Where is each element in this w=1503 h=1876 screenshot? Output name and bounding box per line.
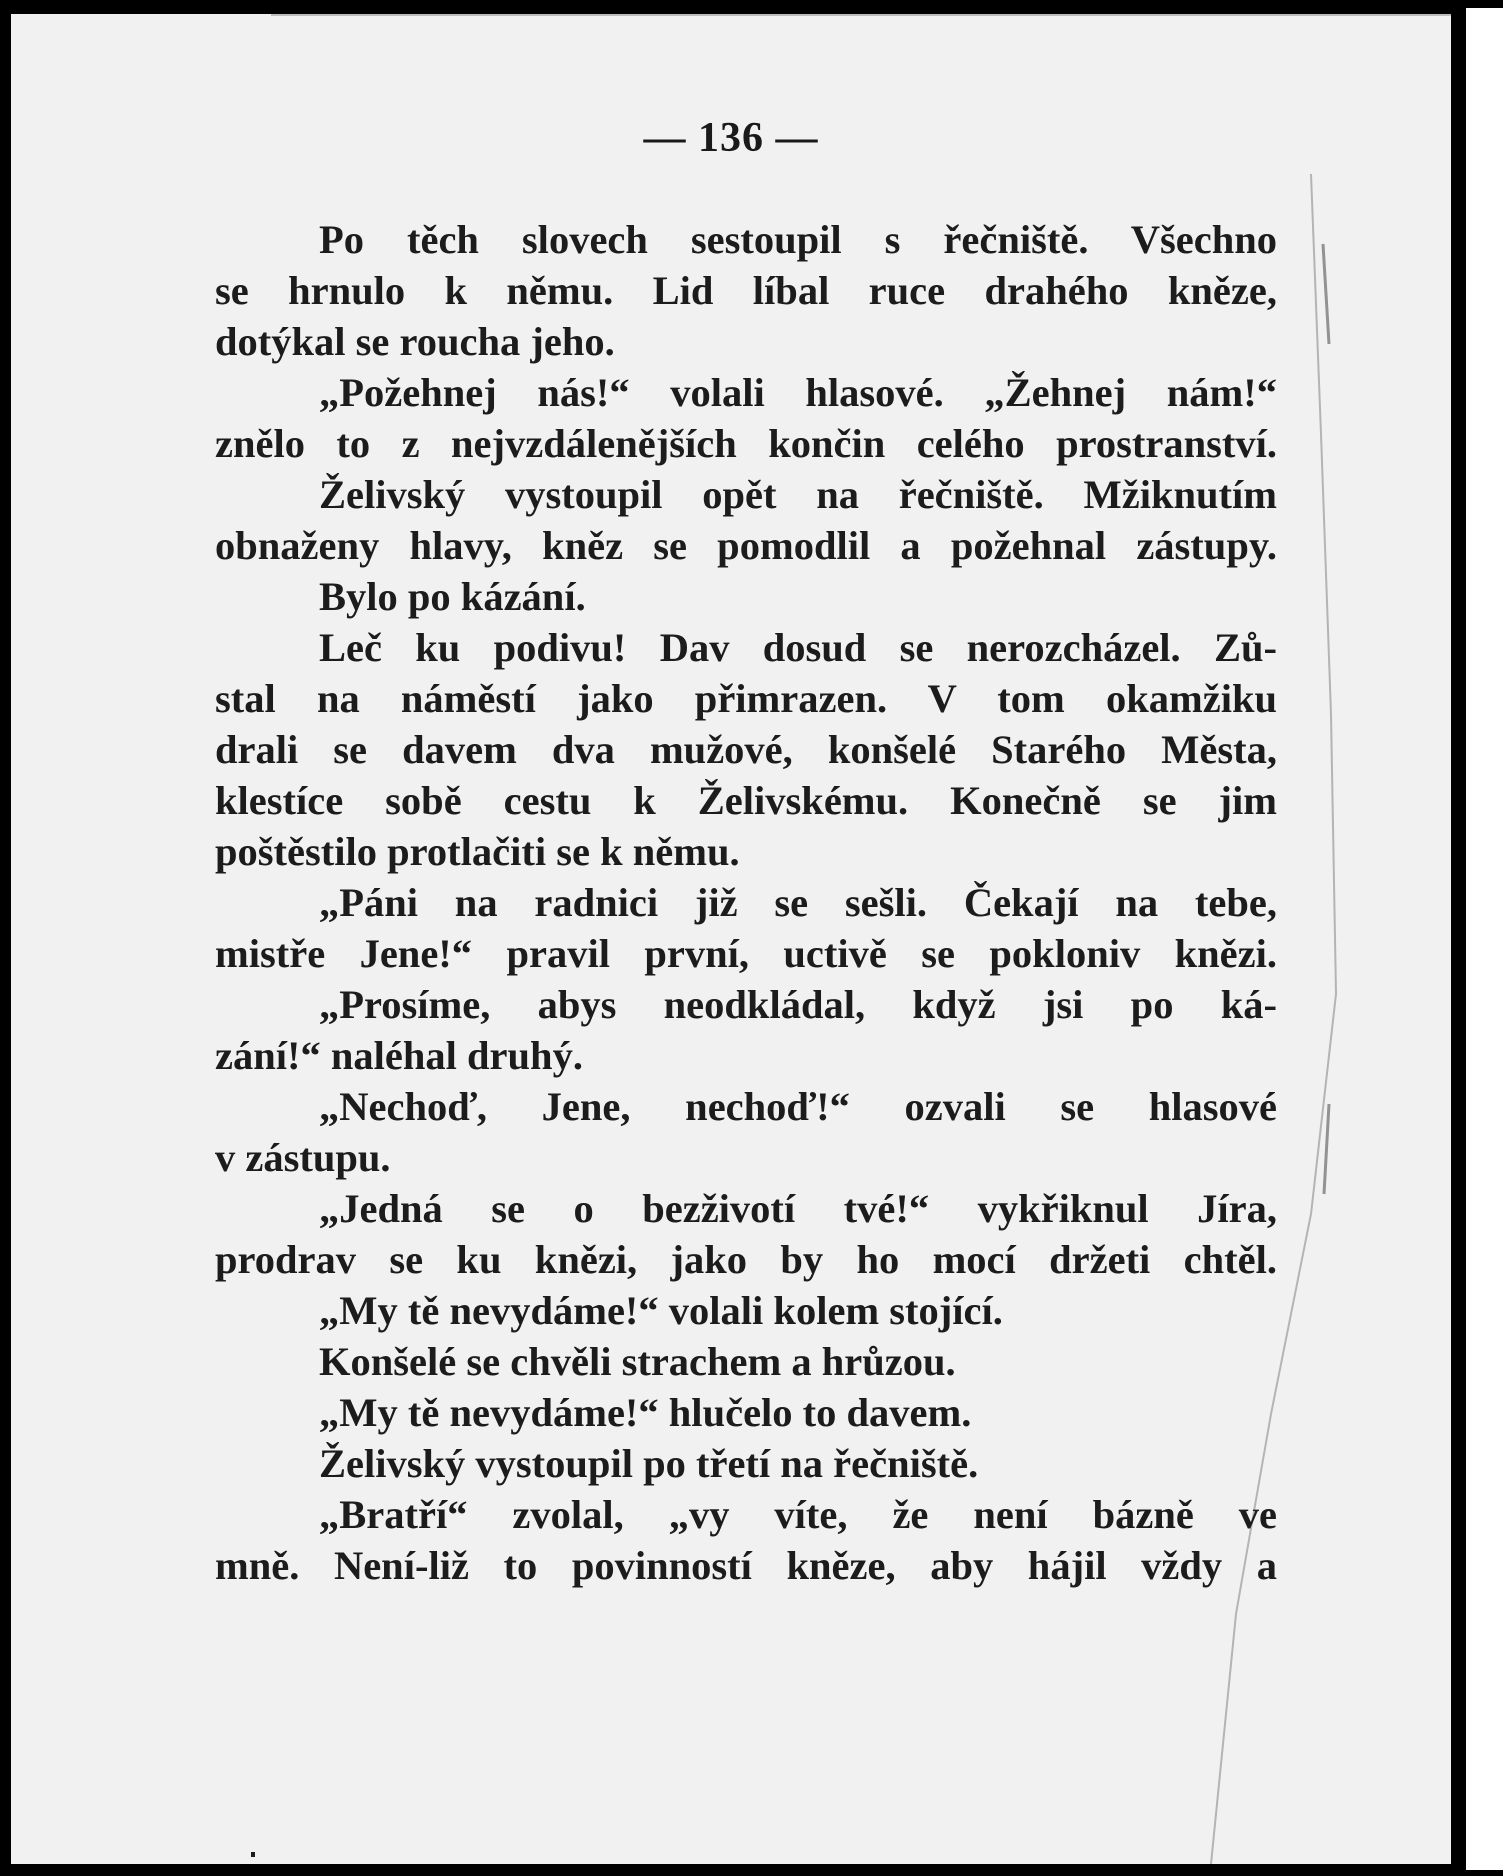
text-line: „Prosíme, abys neodkládal, když jsi po ká- (319, 982, 1277, 1027)
text-line: znělo to z nejvzdálenějších končin celého prostranství. (215, 421, 1277, 466)
text-line: Leč ku podivu! Dav dosud se nerozcházel. Zů- (319, 625, 1277, 670)
text-line: Po těch slovech sestoupil s řečniště. Všechno (319, 217, 1277, 262)
text-line: klestíce sobě cestu k Želivskému. Konečně se jim (215, 778, 1277, 823)
body-text (215, 214, 1277, 1591)
print-speck (251, 1852, 255, 1857)
text-line: „Páni na radnici již se sešli. Čekají na tebe, (319, 880, 1277, 925)
paper-sheet (11, 14, 1451, 1864)
text-line: „My tě nevydáme!“ hlučelo to davem. (319, 1390, 972, 1435)
text-line: „Bratří“ zvolal, „vy víte, že není bázně ve (319, 1492, 1277, 1537)
text-line: v zástupu. (215, 1135, 391, 1180)
text-line: mně. Není-liž to povinností kněze, aby hájil vždy a (215, 1543, 1277, 1588)
text-line: se hrnulo k němu. Lid líbal ruce drahého kněze, (215, 268, 1277, 313)
text-line: poštěstilo protlačiti se k němu. (215, 829, 740, 874)
text-line: obnaženy hlavy, kněz se pomodlil a požehnal zástupy. (215, 523, 1277, 568)
text-line: dotýkal se roucha jeho. (215, 319, 615, 364)
text-line: Želivský vystoupil po třetí na řečniště. (319, 1441, 979, 1486)
text-line: „Nechoď, Jene, nechoď!“ ozvali se hlasové (319, 1084, 1277, 1129)
text-line: Bylo po kázání. (319, 574, 586, 619)
text-line: mistře Jene!“ pravil první, uctivě se pokloniv knězi. (215, 931, 1277, 976)
text-line: „My tě nevydáme!“ volali kolem stojící. (319, 1288, 1003, 1333)
text-line: Konšelé se chvěli strachem a hrůzou. (319, 1339, 956, 1384)
text-line: drali se davem dva mužové, konšelé Starého Města, (215, 727, 1277, 772)
page-number: — 136 — (643, 115, 819, 161)
text-line: „Požehnej nás!“ volali hlasové. „Žehnej nám!“ (319, 370, 1277, 415)
text-line: prodrav se ku knězi, jako by ho mocí držeti chtěl. (215, 1237, 1277, 1282)
right-edge-strip (1466, 8, 1503, 1870)
text-line: stal na náměstí jako přimrazen. V tom okamžiku (215, 676, 1277, 721)
text-line: zání!“ naléhal druhý. (215, 1033, 583, 1078)
text-line: Želivský vystoupil opět na řečniště. Mžiknutím (319, 472, 1277, 517)
text-line: „Jedná se o bezživotí tvé!“ vykřiknul Jíra, (319, 1186, 1277, 1231)
